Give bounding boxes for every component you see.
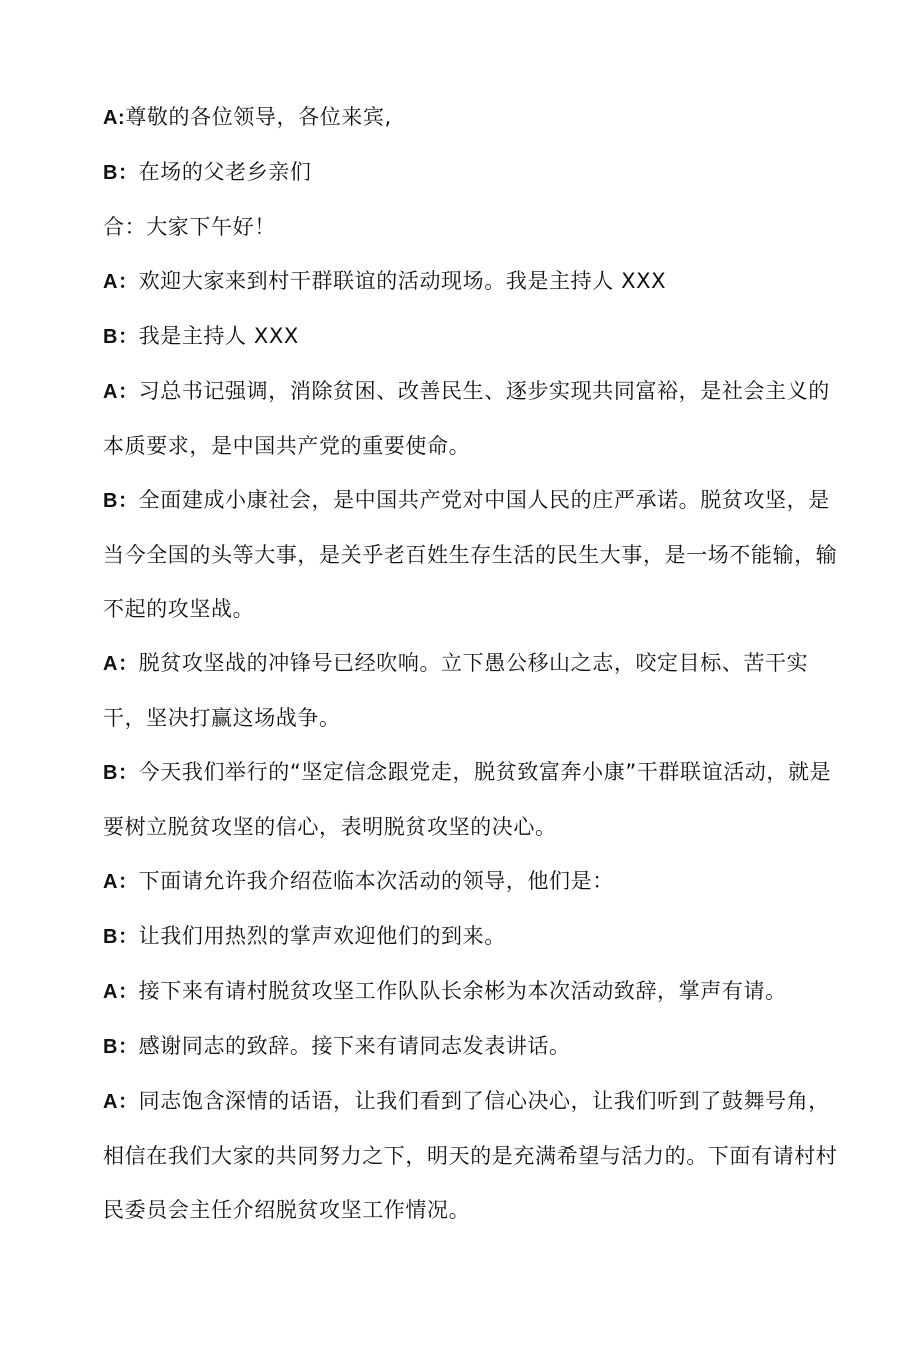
speaker-label: B： <box>103 326 139 348</box>
paragraph-text: 习总书记强调，消除贫困、改善民生、逐步实现共同富裕，是社会主义的本质要求，是中国共产党的重要使命。 <box>103 379 830 458</box>
paragraph-text: 全面建成小康社会，是中国共产党对中国人民的庄严承诺。脱贫攻坚，是当今全国的头等大事，是关乎老百姓生存生活的民生大事，是一场不能输，输不起的攻坚战。 <box>103 488 838 621</box>
paragraph-text: 尊敬的各位领导，各位来宾, <box>125 105 392 129</box>
paragraph-1 <box>103 90 843 145</box>
document-body <box>103 90 843 1237</box>
paragraph-13 <box>103 1019 843 1074</box>
speaker-label: A： <box>103 1091 139 1113</box>
speaker-label: A： <box>103 981 139 1003</box>
paragraph-14 <box>103 1074 843 1237</box>
paragraph-text: 今天我们举行的“坚定信念跟党走，脱贫致富奔小康”干群联谊活动，就是要树立脱贫攻坚的信心，表明脱贫攻坚的决心。 <box>103 760 832 839</box>
speaker-label: A: <box>103 107 126 129</box>
paragraph-text: 脱贫攻坚战的冲锋号已经吹响。立下愚公移山之志，咬定目标、苦干实干，坚决打赢这场战争。 <box>103 651 809 730</box>
speaker-label: A： <box>103 871 139 893</box>
paragraph-text: 合：大家下午好！ <box>103 215 276 239</box>
paragraph-text: 让我们用热烈的掌声欢迎他们的到来。 <box>138 924 506 948</box>
paragraph-3 <box>103 200 843 254</box>
speaker-label: B： <box>103 490 139 512</box>
paragraph-12 <box>103 964 843 1019</box>
speaker-label: A： <box>103 271 139 293</box>
paragraph-5 <box>103 309 843 364</box>
paragraph-6 <box>103 364 843 473</box>
speaker-label: A： <box>103 653 139 675</box>
paragraph-text: 同志饱含深情的话语，让我们看到了信心决心，让我们听到了鼓舞号角，相信在我们大家的共同努力之下，明天的是充满希望与活力的。下面有请村村民委员会主任介绍脱贫攻坚工作情况。 <box>103 1089 838 1222</box>
paragraph-9 <box>103 745 843 854</box>
speaker-label: B： <box>103 762 139 784</box>
paragraph-8 <box>103 636 843 745</box>
paragraph-7 <box>103 473 843 636</box>
paragraph-11 <box>103 909 843 964</box>
paragraph-text: 接下来有请村脱贫攻坚工作队队长余彬为本次活动致辞，掌声有请。 <box>138 979 787 1003</box>
speaker-label: B： <box>103 926 139 948</box>
speaker-label: A： <box>103 381 139 403</box>
paragraph-text: 欢迎大家来到村干群联谊的活动现场。我是主持人 XXX <box>138 269 667 293</box>
speaker-label: B： <box>103 1036 139 1058</box>
paragraph-2 <box>103 145 843 200</box>
speaker-label: B： <box>103 162 139 184</box>
paragraph-text: 感谢同志的致辞。接下来有请同志发表讲话。 <box>138 1034 571 1058</box>
paragraph-text: 下面请允许我介绍莅临本次活动的领导，他们是： <box>138 869 614 893</box>
paragraph-text: 在场的父老乡亲们 <box>138 160 312 184</box>
paragraph-10 <box>103 854 843 909</box>
paragraph-text: 我是主持人 XXX <box>138 324 299 348</box>
paragraph-4 <box>103 254 843 309</box>
